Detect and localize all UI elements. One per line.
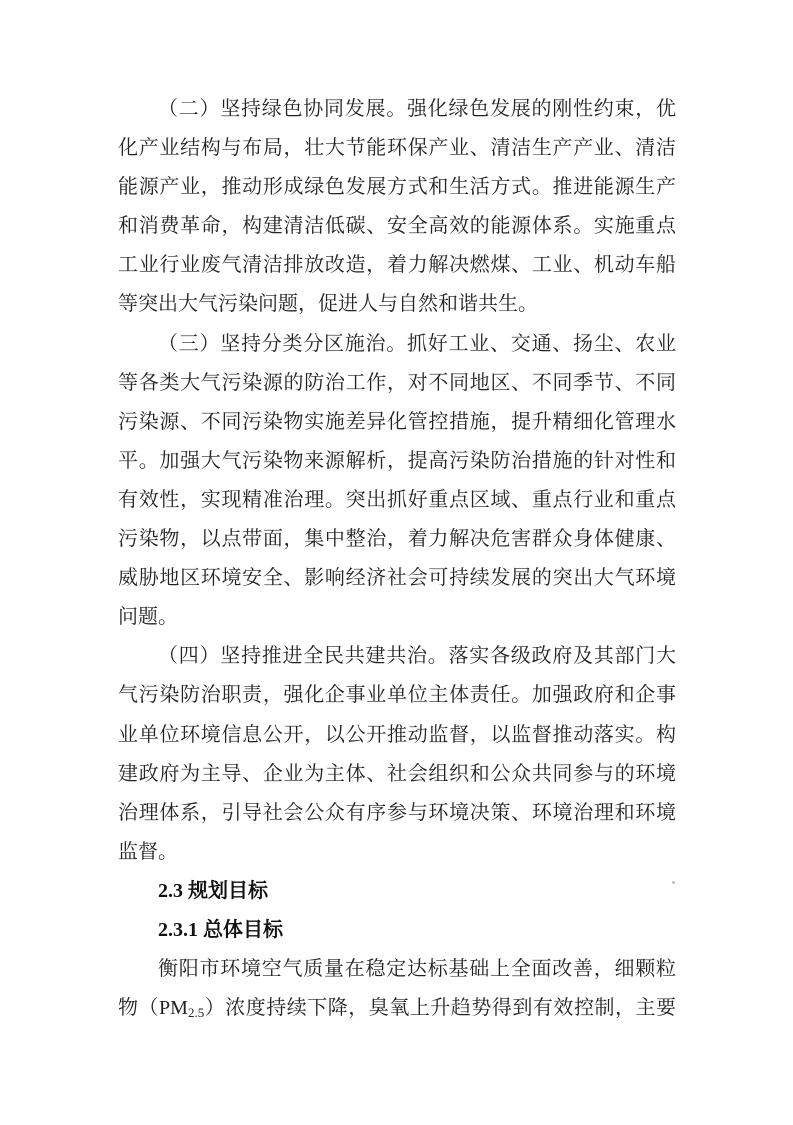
text-line: （三）坚持分类分区施治。抓好工业、交通、扬尘、农业 bbox=[158, 332, 676, 355]
text-line: 有效性，实现精准治理。突出抓好重点区域、重点行业和重点 bbox=[118, 488, 676, 511]
text-line: 污染源、不同污染物实施差异化管控措施，提升精细化管理水 bbox=[118, 410, 676, 433]
paragraph-principle-4 bbox=[118, 637, 676, 872]
text-line: 等各类大气污染源的防治工作，对不同地区、不同季节、不同 bbox=[118, 371, 676, 394]
text-line: 衡阳市环境空气质量在稳定达标基础上全面改善，细颗粒 bbox=[158, 958, 676, 981]
document-body bbox=[118, 90, 676, 1028]
text-line bbox=[118, 989, 676, 1028]
text-line: 问题。 bbox=[118, 606, 178, 629]
text-line: 能源产业，推动形成绿色发展方式和生活方式。推进能源生产 bbox=[118, 176, 676, 199]
paragraph-principle-3 bbox=[118, 325, 676, 638]
text-segment: ）浓度持续下降，臭氧上升趋势得到有效控制，主要 bbox=[204, 997, 677, 1020]
text-line: 工业行业废气清洁排放改造，着力解决燃煤、工业、机动车船 bbox=[118, 254, 676, 277]
subscript-text: 2.5 bbox=[187, 1005, 205, 1021]
paragraph-principle-2 bbox=[118, 90, 676, 325]
text-line: 污染物，以点带面，集中整治，着力解决危害群众身体健康、 bbox=[118, 528, 676, 551]
text-line: 监督。 bbox=[118, 840, 178, 863]
text-line: 平。加强大气污染物来源解析，提高污染防治措施的针对性和 bbox=[118, 449, 676, 472]
text-line: 治理体系，引导社会公众有序参与环境决策、环境治理和环境 bbox=[118, 801, 676, 824]
heading-2-3-1: 2.3.1 总体目标 bbox=[158, 918, 283, 941]
text-line: 威胁地区环境安全、影响经济社会可持续发展的突出大气环境 bbox=[118, 567, 676, 590]
text-line: 建政府为主导、企业为主体、社会组织和公众共同参与的环境 bbox=[118, 762, 676, 785]
text-line: 和消费革命，构建清洁低碳、安全高效的能源体系。实施重点 bbox=[118, 215, 676, 238]
text-line: 等突出大气污染问题，促进人与自然和谐共生。 bbox=[118, 293, 538, 316]
text-line: （二）坚持绿色协同发展。强化绿色发展的刚性约束，优 bbox=[158, 98, 676, 120]
text-segment: 物（PM bbox=[118, 997, 188, 1020]
heading-2-3: 2.3 规划目标 bbox=[158, 879, 268, 902]
text-line: （四）坚持推进全民共建共治。落实各级政府及其部门大 bbox=[158, 645, 676, 668]
paragraph-overall-goal bbox=[118, 950, 676, 1028]
text-line: 化产业结构与布局，壮大节能环保产业、清洁生产产业、清洁 bbox=[118, 137, 676, 160]
text-line: 业单位环境信息公开，以公开推动监督，以监督推动落实。构 bbox=[118, 723, 676, 746]
scan-speck bbox=[672, 881, 675, 884]
text-line: 气污染防治职责，强化企事业单位主体责任。加强政府和企事 bbox=[118, 684, 676, 707]
